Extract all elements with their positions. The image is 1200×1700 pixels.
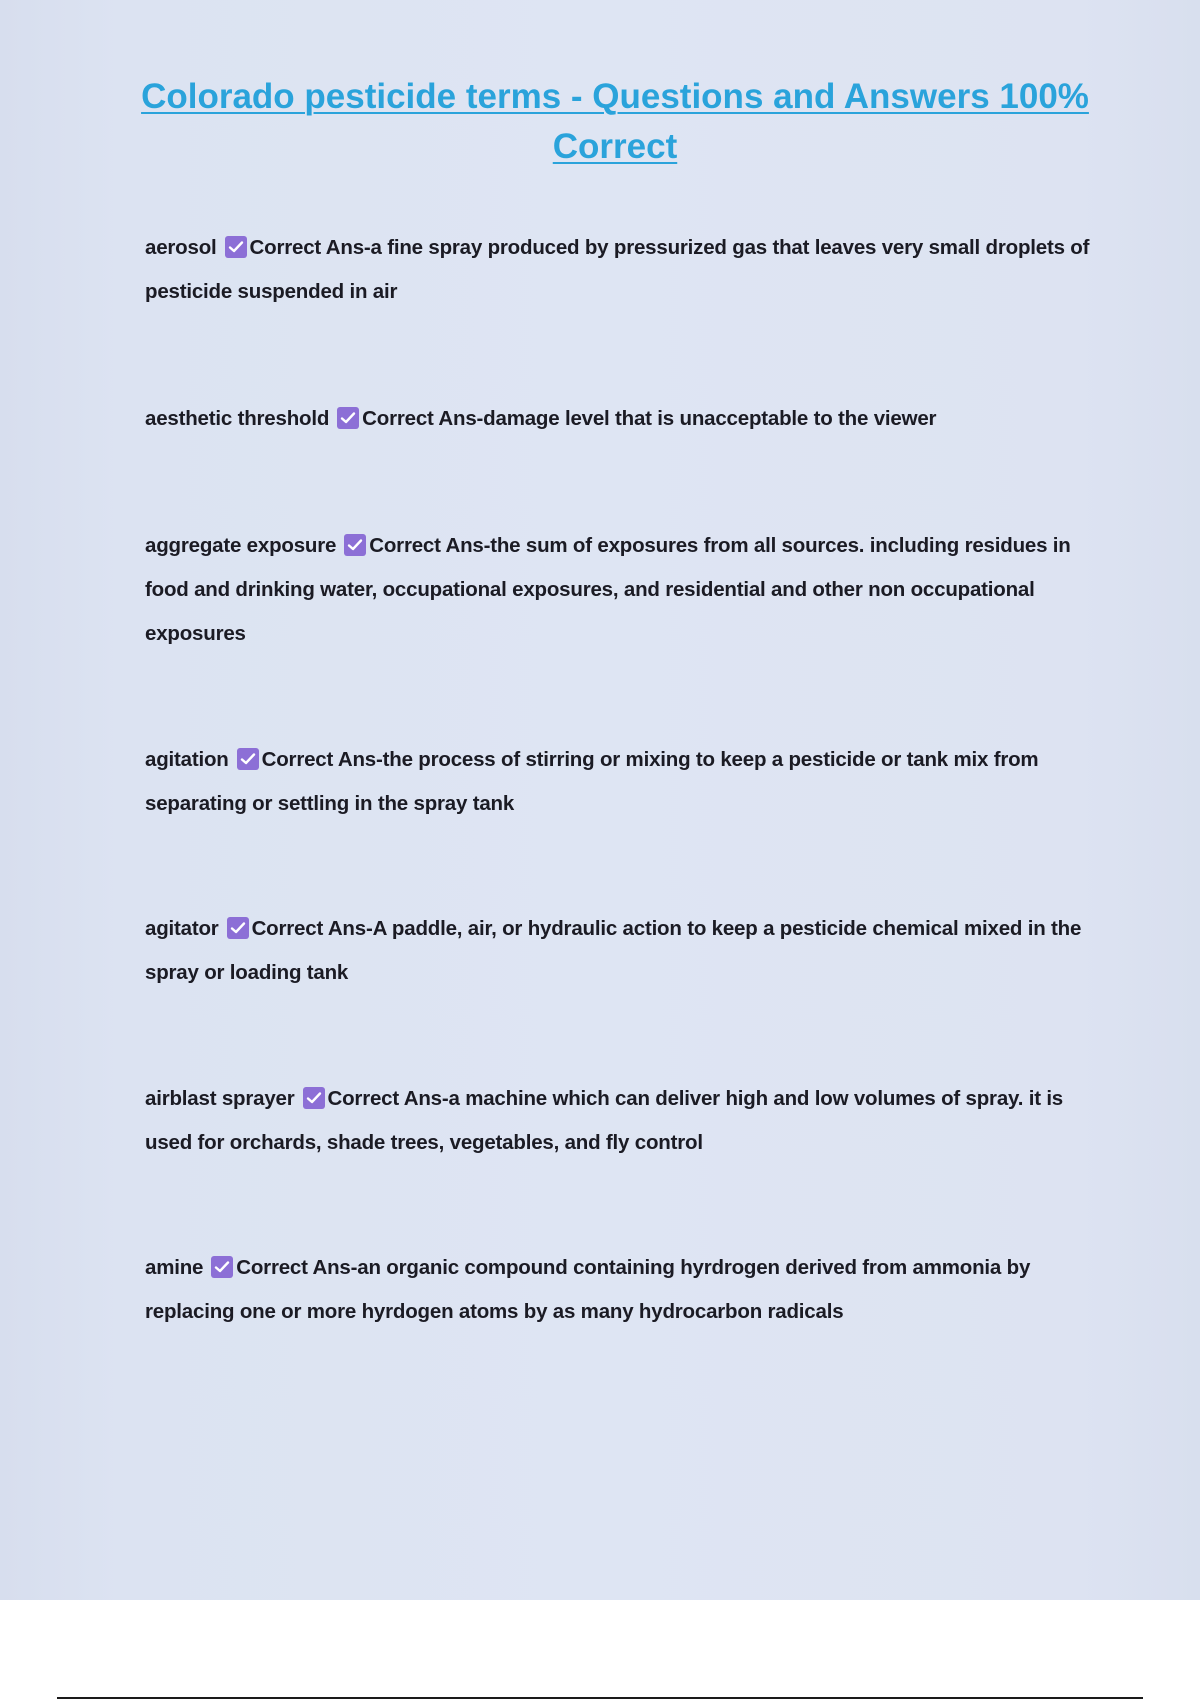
entry-term: aerosol — [145, 236, 217, 259]
checkbox-checked-icon — [344, 534, 366, 556]
qa-entry — [145, 738, 1090, 826]
entry-answer: Correct Ans-the process of stirring or mixing to keep a pesticide or tank mix from separating or settling in the spray tank — [145, 748, 1039, 815]
entry-term: agitator — [145, 917, 219, 940]
entry-answer: Correct Ans-a fine spray produced by pressurized gas that leaves very small droplets of pesticide suspended in air — [145, 236, 1090, 303]
document-title[interactable]: Colorado pesticide terms - Questions and Answers 100% Correct — [141, 77, 1089, 166]
qa-entry — [145, 226, 1090, 314]
entry-term: agitation — [145, 748, 229, 771]
checkbox-checked-icon — [225, 236, 247, 258]
entry-answer: Correct Ans-the sum of exposures from all sources. including residues in food and drinking water, occupational exposures, and residential and other non occupational exposures — [145, 534, 1071, 645]
entry-answer: Correct Ans-A paddle, air, or hydraulic action to keep a pesticide chemical mixed in the spray or loading tank — [145, 917, 1082, 984]
qa-entry — [145, 1246, 1090, 1334]
entry-answer: Correct Ans-damage level that is unacceptable to the viewer — [362, 407, 937, 430]
checkbox-checked-icon — [337, 407, 359, 429]
entry-term: airblast sprayer — [145, 1087, 295, 1110]
footer-divider — [57, 1697, 1143, 1699]
entry-term: aesthetic threshold — [145, 407, 330, 430]
checkbox-checked-icon — [303, 1087, 325, 1109]
qa-entry — [145, 397, 1090, 441]
entry-term: amine — [145, 1256, 204, 1279]
entry-answer: Correct Ans-a machine which can deliver high and low volumes of spray. it is used for orchards, shade trees, vegetables, and fly control — [145, 1087, 1064, 1154]
checkbox-checked-icon — [237, 748, 259, 770]
qa-entry — [145, 1077, 1090, 1165]
qa-entry — [145, 524, 1090, 656]
entry-term: aggregate exposure — [145, 534, 337, 557]
checkbox-checked-icon — [211, 1256, 233, 1278]
entry-answer: Correct Ans-an organic compound containing hyrdrogen derived from ammonia by replacing one or more hyrdogen atoms by as many hydrocarbon radicals — [145, 1256, 1031, 1323]
qa-entry — [145, 907, 1090, 995]
checkbox-checked-icon — [227, 917, 249, 939]
